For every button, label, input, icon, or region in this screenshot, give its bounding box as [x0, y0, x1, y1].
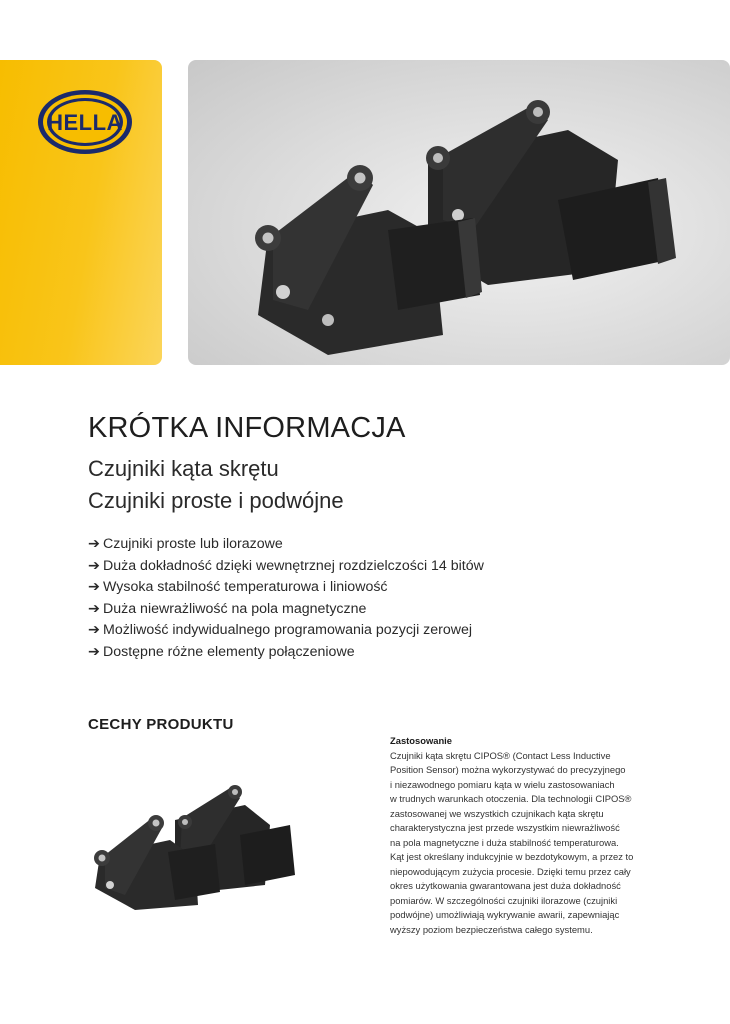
page-title: KRÓTKA INFORMACJA: [88, 412, 406, 444]
hero-image: [188, 60, 730, 365]
product-image: [80, 780, 320, 910]
feature-item: ➔ Dostępne różne elementy połączeniowe: [88, 642, 484, 664]
application-heading: Zastosowanie: [390, 735, 452, 746]
arrow-right-icon: ➔: [88, 600, 100, 617]
feature-item: ➔ Możliwość indywidualnego programowania pozycji zerowej: [88, 620, 484, 642]
application-paragraph: Czujniki kąta skrętu CIPOS® (Contact Less Inductive Position Sensor) można wykorzystywać do precyzyjnego i niezawodnego pomiaru kąta w wielu zastosowaniach w trudnych warunkach otoczenia. Dla technologii CIPOS® zastosowanej we wszystkich czujnikach kąta skrętu charakterystyczna jest przede wszystkim niewrażliwość na pola magnetyczne i duża stabilność temperaturowa. Kąt jest określany indukcyjnie w bezdotykowym, a przez to niepowodującym zużycia procesie. Dzięki temu przez cały okres użytkowania gwarantowana jest duża dokładność pomiarów. W szczególności czujniki ilorazowe (czujniki podwójne) umożliwiają wykrywanie awarii, zapewniając wyższy poziom bezpieczeństwa całego systemu.: [390, 749, 634, 935]
feature-item: ➔ Wysoka stabilność temperaturowa i liniowość: [88, 577, 484, 599]
arrow-right-icon: ➔: [88, 557, 100, 574]
logo-text: HELLA: [47, 110, 123, 135]
feature-item: ➔ Czujniki proste lub ilorazowe: [88, 534, 484, 556]
application-text-block: [390, 734, 662, 937]
page-subtitle-2: Czujniki proste i podwójne: [88, 488, 344, 513]
arrow-right-icon: ➔: [88, 579, 100, 596]
arrow-right-icon: ➔: [88, 536, 100, 552]
arrow-right-icon: ➔: [88, 643, 100, 660]
feature-item: ➔ Duża niewrażliwość na pola magnetyczne: [88, 599, 484, 621]
page-subtitle-1: Czujniki kąta skrętu: [88, 456, 279, 481]
hella-logo: [36, 88, 134, 156]
arrow-right-icon: ➔: [88, 622, 100, 639]
section-title: CECHY PRODUKTU: [88, 716, 234, 733]
feature-list: [88, 534, 484, 664]
feature-item: ➔ Duża dokładność dzięki wewnętrznej rozdzielczości 14 bitów: [88, 556, 484, 578]
